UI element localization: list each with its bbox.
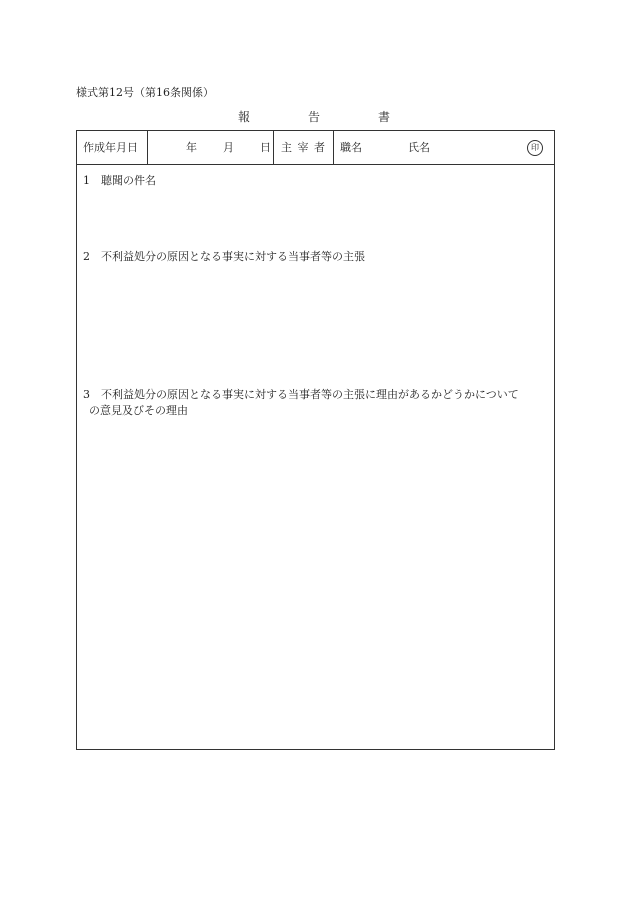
title-char-2: 告 bbox=[308, 110, 321, 124]
year-label: 年 bbox=[186, 141, 197, 154]
day-label: 日 bbox=[260, 141, 271, 154]
name-field[interactable] bbox=[334, 131, 554, 164]
title-char-3: 書 bbox=[378, 110, 391, 124]
seal-icon: 印 bbox=[527, 140, 543, 156]
item-number: 2 bbox=[83, 250, 90, 263]
report-form-frame bbox=[76, 130, 555, 750]
date-field[interactable] bbox=[148, 131, 274, 164]
title-char-1: 報 bbox=[238, 110, 251, 124]
chief-label: 主 宰 者 bbox=[274, 131, 334, 164]
item-number: 3 bbox=[83, 388, 90, 401]
item-party-claims bbox=[83, 249, 551, 265]
item-text: 不利益処分の原因となる事実に対する当事者等の主張 bbox=[101, 250, 365, 263]
position-label: 職名 bbox=[340, 141, 362, 154]
item-text: 不利益処分の原因となる事実に対する当事者等の主張に理由があるかどうかについて bbox=[101, 388, 519, 401]
month-label: 月 bbox=[223, 141, 234, 154]
header-row bbox=[77, 131, 554, 165]
form-number-label: 様式第12号（第16条関係） bbox=[76, 86, 214, 99]
item-number: 1 bbox=[83, 174, 90, 187]
item-hearing-subject bbox=[83, 173, 551, 189]
item-text-continued: の意見及びその理由 bbox=[89, 404, 188, 417]
name-label: 氏名 bbox=[408, 141, 430, 154]
item-text: 聴聞の件名 bbox=[101, 174, 156, 187]
item-opinion-reasons bbox=[83, 387, 551, 419]
date-label: 作成年月日 bbox=[77, 131, 148, 164]
